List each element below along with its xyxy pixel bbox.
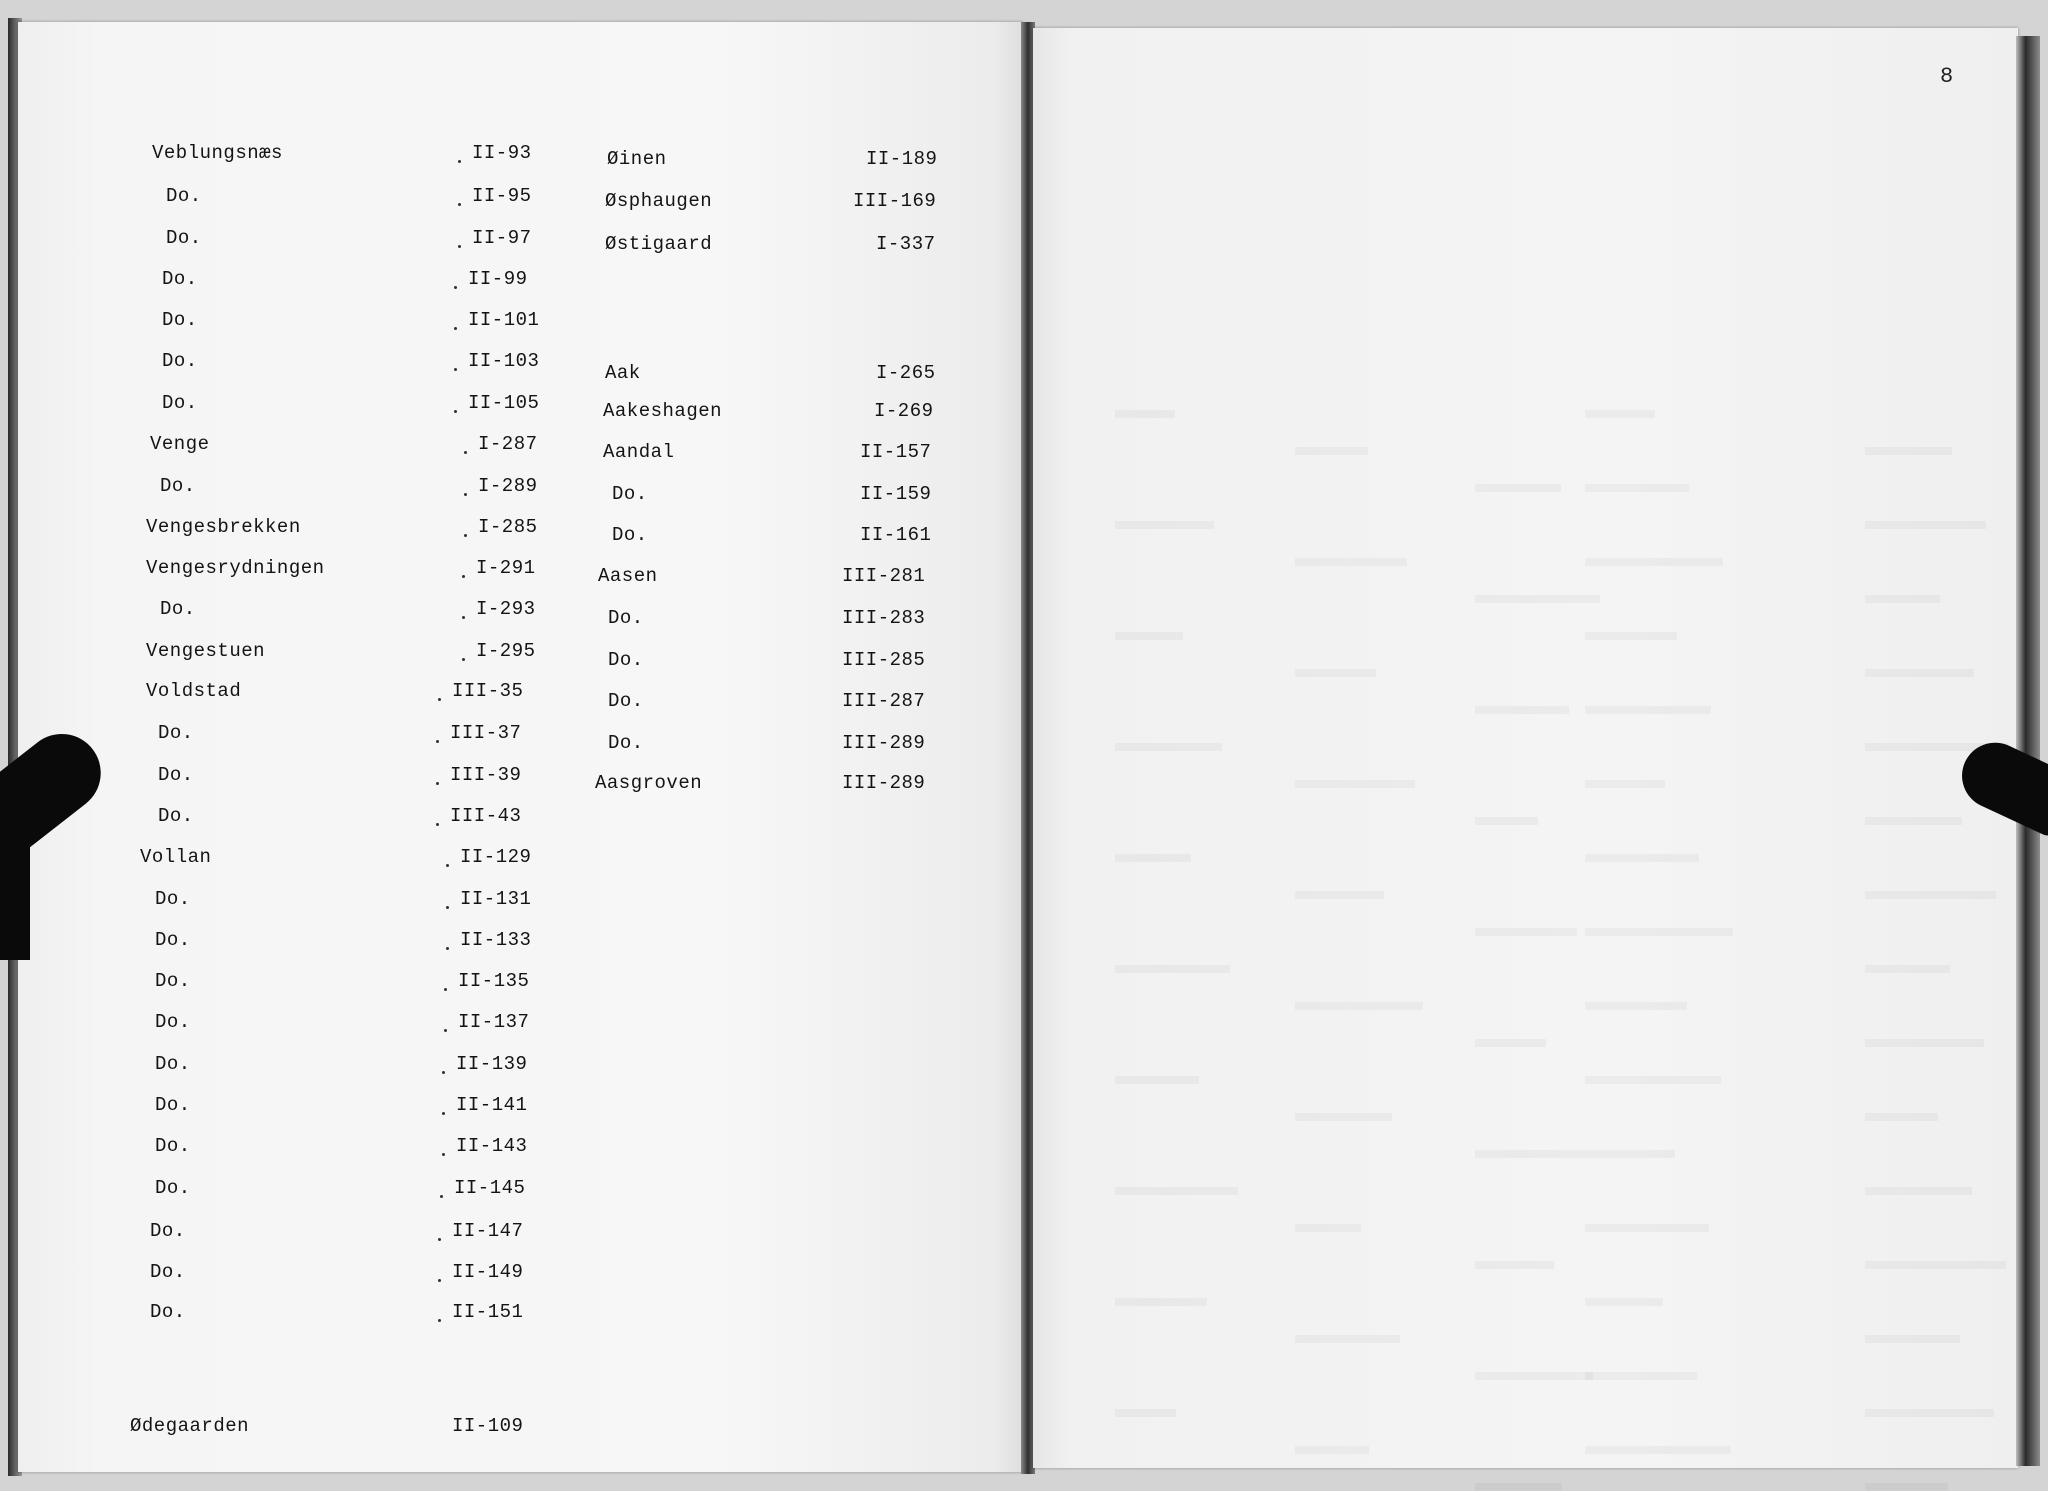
bleed-through-stroke bbox=[1115, 521, 1214, 529]
left-entry-ref: III-35 bbox=[452, 680, 524, 702]
left-entry-ref: III-43 bbox=[450, 805, 522, 827]
bleed-through-stroke bbox=[1475, 928, 1577, 936]
left-entry-name: Do. bbox=[155, 1135, 191, 1157]
left-entry-name: Veblungsnæs bbox=[152, 142, 283, 164]
bleed-through-stroke bbox=[1295, 891, 1384, 899]
left-entry-ref: II-139 bbox=[456, 1053, 528, 1075]
right-entry-name: Aasgroven bbox=[595, 772, 703, 794]
leader-dot bbox=[446, 864, 449, 867]
leader-dot bbox=[446, 947, 449, 950]
left-entry-ref: II-93 bbox=[472, 142, 532, 164]
left-entry-ref: I-291 bbox=[476, 557, 536, 579]
bleed-through-stroke bbox=[1475, 1039, 1546, 1047]
bleed-through-stroke bbox=[1295, 1113, 1392, 1121]
left-entry-name: Do. bbox=[162, 350, 198, 372]
left-entry-name: Do. bbox=[155, 1177, 191, 1199]
right-entry-ref: III-289 bbox=[842, 772, 926, 794]
left-entry-name: Do. bbox=[166, 185, 202, 207]
leader-dot bbox=[436, 782, 439, 785]
left-entry-ref: II-95 bbox=[472, 185, 532, 207]
bleed-through-stroke bbox=[1865, 595, 1940, 603]
page-number: 8 bbox=[1940, 64, 1954, 89]
right-entry-name: Do. bbox=[608, 732, 644, 754]
leader-dot bbox=[442, 1071, 445, 1074]
left-entry-ref: II-151 bbox=[452, 1301, 524, 1323]
bleed-through-stroke bbox=[1295, 1002, 1423, 1010]
leader-dot bbox=[458, 160, 461, 163]
leader-dot bbox=[438, 1319, 441, 1322]
right-entry-name: Aandal bbox=[603, 441, 675, 463]
bleed-through-stroke bbox=[1865, 1113, 1938, 1121]
leader-dot bbox=[454, 368, 457, 371]
left-entry-ref: I-287 bbox=[478, 433, 538, 455]
leader-dot bbox=[436, 740, 439, 743]
bleed-through-stroke bbox=[1295, 447, 1368, 455]
left-entry-name: Ødegaarden bbox=[130, 1415, 250, 1437]
leader-dot bbox=[458, 245, 461, 248]
bleed-through-stroke bbox=[1475, 1261, 1554, 1269]
left-entry-ref: II-143 bbox=[456, 1135, 528, 1157]
bleed-through-stroke bbox=[1865, 817, 1962, 825]
left-entry-name: Do. bbox=[162, 392, 198, 414]
left-entry-name: Do. bbox=[150, 1301, 186, 1323]
left-entry-name: Venge bbox=[150, 433, 210, 455]
left-entry-ref: II-97 bbox=[472, 227, 532, 249]
bleed-through-stroke bbox=[1115, 410, 1175, 418]
left-entry-ref: II-141 bbox=[456, 1094, 528, 1116]
left-entry-ref: I-285 bbox=[478, 516, 538, 538]
bleed-through-stroke bbox=[1115, 965, 1230, 973]
bleed-through-stroke bbox=[1475, 1150, 1585, 1158]
right-entry-ref: III-287 bbox=[842, 690, 926, 712]
left-entry-name: Vengestuen bbox=[146, 640, 266, 662]
bleed-through-stroke bbox=[1585, 484, 1689, 492]
bleed-through-stroke bbox=[1865, 1187, 1972, 1195]
leader-dot bbox=[438, 698, 441, 701]
left-entry-name: Do. bbox=[160, 475, 196, 497]
bleed-through-stroke bbox=[1585, 854, 1699, 862]
left-entry-name: Do. bbox=[155, 1094, 191, 1116]
left-entry-name: Do. bbox=[162, 309, 198, 331]
left-entry-name: Do. bbox=[158, 722, 194, 744]
leader-dot bbox=[462, 616, 465, 619]
left-entry-name: Do. bbox=[162, 268, 198, 290]
bleed-through-stroke bbox=[1585, 1372, 1697, 1380]
right-entry-ref: III-281 bbox=[842, 565, 926, 587]
right-entry-name: Aakeshagen bbox=[603, 400, 723, 422]
bleed-through-stroke bbox=[1295, 780, 1415, 788]
bleed-through-stroke bbox=[1585, 632, 1677, 640]
bleed-through-stroke bbox=[1475, 817, 1538, 825]
left-entry-name: Do. bbox=[158, 764, 194, 786]
left-entry-name: Do. bbox=[160, 598, 196, 620]
bleed-through-stroke bbox=[1865, 447, 1952, 455]
bleed-through-stroke bbox=[1295, 558, 1407, 566]
left-entry-ref: II-149 bbox=[452, 1261, 524, 1283]
bleed-through-stroke bbox=[1585, 1002, 1687, 1010]
right-entry-ref: III-285 bbox=[842, 649, 926, 671]
leader-dot bbox=[454, 286, 457, 289]
leader-dot bbox=[436, 823, 439, 826]
left-entry-ref: II-147 bbox=[452, 1220, 524, 1242]
leader-dot bbox=[454, 327, 457, 330]
left-entry-ref: II-137 bbox=[458, 1011, 530, 1033]
bleed-through-stroke bbox=[1585, 1224, 1709, 1232]
leader-dot bbox=[440, 1195, 443, 1198]
bleed-through-stroke bbox=[1475, 484, 1561, 492]
left-entry-ref: II-129 bbox=[460, 846, 532, 868]
leader-dot bbox=[462, 658, 465, 661]
right-entry-ref: I-265 bbox=[876, 362, 936, 384]
left-entry-name: Do. bbox=[155, 929, 191, 951]
bleed-through-stroke bbox=[1475, 1372, 1593, 1380]
left-entry-name: Do. bbox=[155, 888, 191, 910]
right-entry-ref: I-269 bbox=[874, 400, 934, 422]
leader-dot bbox=[464, 534, 467, 537]
bleed-through-stroke bbox=[1295, 1224, 1361, 1232]
bleed-through-stroke bbox=[1585, 558, 1723, 566]
right-entry-ref: II-159 bbox=[860, 483, 932, 505]
left-entry-name: Do. bbox=[166, 227, 202, 249]
left-entry-name: Do. bbox=[158, 805, 194, 827]
right-entry-ref: II-157 bbox=[860, 441, 932, 463]
left-entry-name: Do. bbox=[150, 1261, 186, 1283]
bleed-through-stroke bbox=[1295, 1335, 1400, 1343]
bleed-through-stroke bbox=[1865, 521, 1986, 529]
right-entry-name: Do. bbox=[612, 483, 648, 505]
left-entry-name: Voldstad bbox=[146, 680, 242, 702]
left-entry-ref: II-105 bbox=[468, 392, 540, 414]
leader-dot bbox=[442, 1153, 445, 1156]
leader-dot bbox=[438, 1238, 441, 1241]
left-entry-name: Vengesrydningen bbox=[146, 557, 325, 579]
left-entry-ref: II-103 bbox=[468, 350, 540, 372]
bleed-through-stroke bbox=[1585, 928, 1733, 936]
right-entry-name: Øsphaugen bbox=[605, 190, 713, 212]
bleed-through-stroke bbox=[1585, 1076, 1721, 1084]
right-entry-name: Aasen bbox=[598, 565, 658, 587]
bleed-through-stroke bbox=[1585, 1446, 1731, 1454]
bleed-through-stroke bbox=[1865, 1039, 1984, 1047]
left-entry-ref: III-39 bbox=[450, 764, 522, 786]
bleed-through-stroke bbox=[1475, 595, 1600, 603]
leader-dot bbox=[444, 988, 447, 991]
bleed-through-stroke bbox=[1115, 743, 1222, 751]
leader-dot bbox=[444, 1029, 447, 1032]
leader-dot bbox=[442, 1112, 445, 1115]
bleed-through-stroke bbox=[1295, 1446, 1369, 1454]
bleed-through-stroke bbox=[1475, 706, 1569, 714]
leader-dot bbox=[464, 493, 467, 496]
right-entry-name: Do. bbox=[608, 649, 644, 671]
right-entry-name: Do. bbox=[612, 524, 648, 546]
leader-dot bbox=[462, 575, 465, 578]
bleed-through-stroke bbox=[1865, 1335, 1960, 1343]
left-entry-name: Do. bbox=[150, 1220, 186, 1242]
bleed-through-stroke bbox=[1115, 632, 1183, 640]
left-entry-name: Do. bbox=[155, 1053, 191, 1075]
bleed-through-stroke bbox=[1865, 965, 1950, 973]
bleed-through-stroke bbox=[1115, 1076, 1199, 1084]
bleed-through-stroke bbox=[1115, 1187, 1238, 1195]
bleed-through-stroke bbox=[1865, 669, 1974, 677]
bleed-through-stroke bbox=[1585, 780, 1665, 788]
bleed-through-stroke bbox=[1585, 1150, 1675, 1158]
right-entry-ref: III-169 bbox=[853, 190, 937, 212]
right-entry-ref: I-337 bbox=[876, 233, 936, 255]
bleed-through-stroke bbox=[1585, 410, 1655, 418]
leader-dot bbox=[458, 203, 461, 206]
leader-dot bbox=[446, 906, 449, 909]
bleed-through-stroke bbox=[1585, 706, 1711, 714]
bleed-through-stroke bbox=[1865, 1409, 1994, 1417]
left-entry-ref: II-133 bbox=[460, 929, 532, 951]
left-entry-ref: II-109 bbox=[452, 1415, 524, 1437]
bleed-through-stroke bbox=[1115, 1409, 1176, 1417]
left-entry-ref: III-37 bbox=[450, 722, 522, 744]
left-entry-ref: II-99 bbox=[468, 268, 528, 290]
left-entry-name: Vollan bbox=[140, 846, 212, 868]
right-entry-name: Aak bbox=[605, 362, 641, 384]
leader-dot bbox=[464, 451, 467, 454]
leader-dot bbox=[454, 410, 457, 413]
bleed-through-stroke bbox=[1865, 891, 1996, 899]
left-entry-ref: I-295 bbox=[476, 640, 536, 662]
right-entry-ref: II-189 bbox=[866, 148, 938, 170]
bleed-through-stroke bbox=[1295, 669, 1376, 677]
left-entry-ref: II-101 bbox=[468, 309, 540, 331]
leader-dot bbox=[438, 1279, 441, 1282]
left-entry-ref: II-135 bbox=[458, 970, 530, 992]
right-entry-ref: III-289 bbox=[842, 732, 926, 754]
left-entry-name: Do. bbox=[155, 1011, 191, 1033]
bleed-through-stroke bbox=[1865, 1261, 2006, 1269]
bleed-through-stroke bbox=[1585, 1298, 1663, 1306]
right-entry-name: Øinen bbox=[607, 148, 667, 170]
left-entry-ref: I-289 bbox=[478, 475, 538, 497]
left-entry-ref: I-293 bbox=[476, 598, 536, 620]
right-entry-name: Do. bbox=[608, 607, 644, 629]
right-entry-ref: III-283 bbox=[842, 607, 926, 629]
right-entry-name: Østigaard bbox=[605, 233, 713, 255]
right-entry-ref: II-161 bbox=[860, 524, 932, 546]
right-entry-name: Do. bbox=[608, 690, 644, 712]
left-entry-name: Vengesbrekken bbox=[146, 516, 301, 538]
left-book-clip-tail bbox=[0, 840, 30, 960]
left-entry-name: Do. bbox=[155, 970, 191, 992]
left-entry-ref: II-131 bbox=[460, 888, 532, 910]
left-entry-ref: II-145 bbox=[454, 1177, 526, 1199]
bleed-through-stroke bbox=[1115, 1298, 1207, 1306]
bleed-through-stroke bbox=[1115, 854, 1191, 862]
